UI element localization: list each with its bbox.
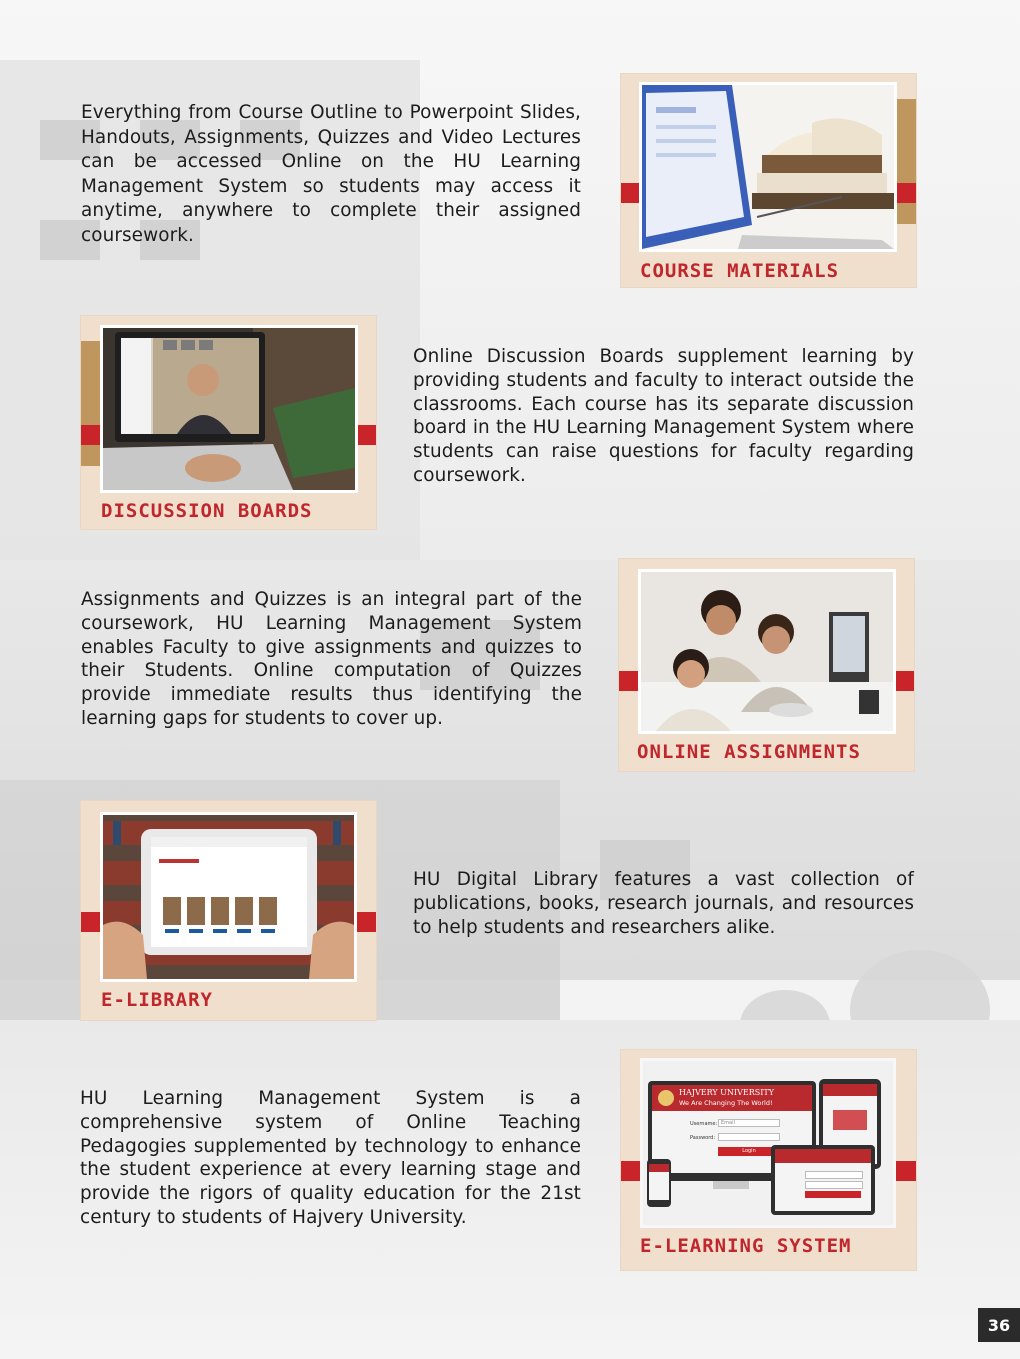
password-field[interactable] (718, 1133, 780, 1141)
e-library-text: HU Digital Library features a vast collection of publications, books, research journals, and resources to help students and researchers alike. (413, 869, 914, 938)
e-learning-card (621, 1050, 916, 1270)
course-materials-caption: COURSE MATERIALS (640, 260, 840, 282)
discussion-boards-text: Online Discussion Boards supplement learning by providing students and faculty to interact outside the classrooms. Each course has its separate discussion board in the HU Learning Management System where students can raise questions for faculty regarding coursework. (413, 346, 914, 486)
e-learning-caption: E-LEARNING SYSTEM (640, 1235, 852, 1257)
discussion-boards-caption: DISCUSSION BOARDS (101, 500, 313, 522)
e-learning-text: HU Learning Management System is a comprehensive system of Online Teaching Pedagogies supplemented by technology to enhance the student experience at every learning stage and provide the rigors of quality education for the 21st century to students of Hajvery University. (80, 1088, 581, 1228)
online-assignments-text: Assignments and Quizzes is an integral part of the coursework, HU Learning Management System enables Faculty to give assignments and quizzes to their Students. Online computation of Quizzes provide immediate results thus identifying the learning gaps for students to cover up. (81, 589, 582, 729)
username-field[interactable]: Email (718, 1119, 780, 1127)
students-computer-photo (638, 569, 896, 734)
username-label: Username: (690, 1121, 718, 1127)
discussion-boards-card (81, 316, 376, 529)
elearning-tagline: We Are Changing The World! (679, 1099, 773, 1107)
e-library-caption: E-LIBRARY (101, 989, 213, 1011)
course-materials-text: Everything from Course Outline to Powerpoint Slides, Handouts, Assignments, Quizzes and Video Lectures can be accessed Online on the HU Learning Management System so students may access it anytime, anywhere to complete their assigned coursework. (81, 102, 581, 246)
video-call-laptop-photo (100, 325, 358, 493)
login-button[interactable]: Login (718, 1147, 780, 1156)
laptop-books-photo (639, 82, 897, 252)
course-materials-card (621, 74, 916, 287)
password-label: Password: (690, 1135, 716, 1141)
devices-login-photo (640, 1058, 896, 1228)
e-library-card (81, 801, 376, 1020)
page-number: 36 (978, 1308, 1020, 1342)
tablet-library-photo (100, 812, 357, 982)
online-assignments-card (619, 559, 914, 771)
online-assignments-caption: ONLINE ASSIGNMENTS (637, 741, 861, 763)
elearning-brand: HAJVERY UNIVERSITY (679, 1088, 774, 1097)
